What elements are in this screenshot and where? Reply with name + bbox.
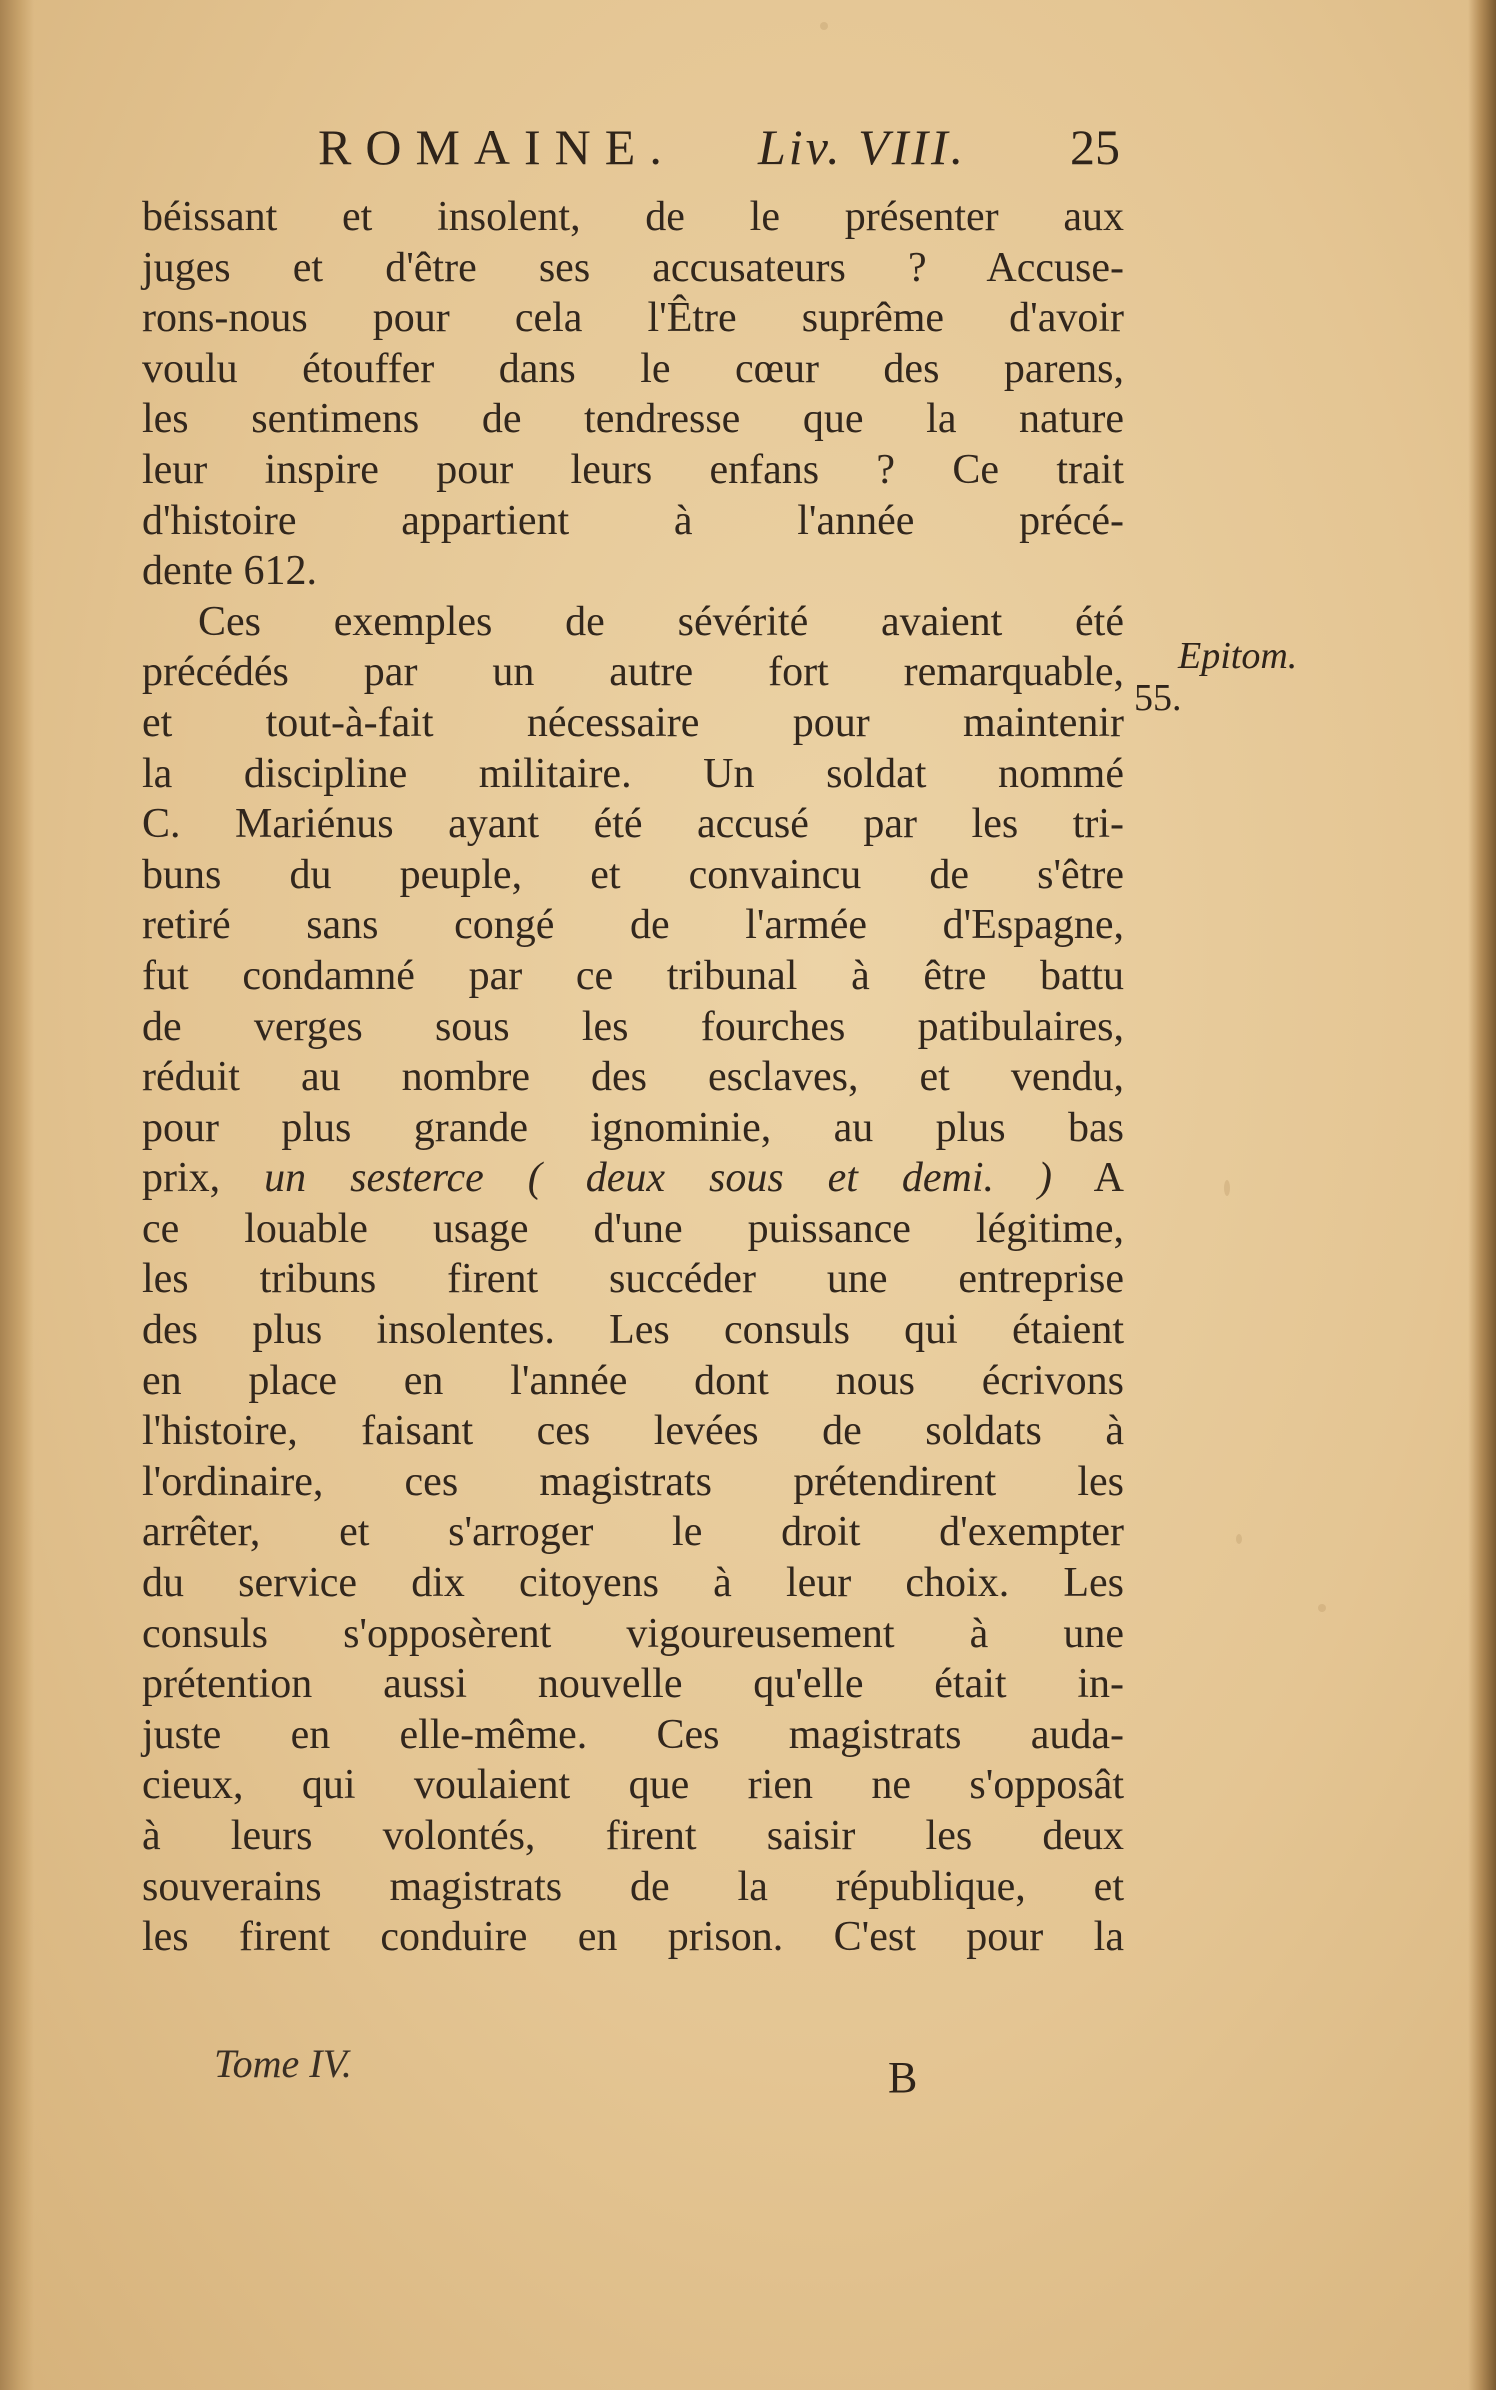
text-line: voulu étouffer dans le cœur des parens, xyxy=(142,345,1124,392)
text-line: pour plus grande ignominie, au plus bas xyxy=(142,1104,1124,1151)
text-line: béissant et insolent, de le présenter aux xyxy=(142,194,1124,240)
italic-phrase: un sesterce ( deux sous et demi. ) xyxy=(264,1155,1053,1202)
text-line: leur inspire pour leurs enfans ? Ce trait xyxy=(142,446,1124,493)
text-line: ce louable usage d'une puissance légitime, xyxy=(142,1205,1124,1252)
page-gutter-left xyxy=(0,0,34,2390)
text-line: précédés par un autre fort remarquable, xyxy=(142,649,1124,696)
text-line: d'histoire appartient à l'année précé- xyxy=(142,497,1124,544)
foxing-spot xyxy=(1236,1534,1242,1544)
margin-reference: Epitom. xyxy=(1178,635,1298,677)
margin-number: 55. xyxy=(1134,677,1182,719)
foxing-spot xyxy=(1224,1180,1230,1196)
text-line: de verges sous les fourches patibulaires, xyxy=(142,1003,1124,1050)
running-head: ROMAINE. xyxy=(318,119,676,175)
text-line: l'ordinaire, ces magistrats prétendirent les xyxy=(142,1458,1124,1505)
text-line: réduit au nombre des esclaves, et vendu, xyxy=(142,1054,1124,1101)
text-line: C. Mariénus ayant été accusé par les tri- xyxy=(142,801,1124,848)
text-line: des plus insolentes. Les consuls qui étaient xyxy=(142,1307,1124,1354)
text-line: les firent conduire en prison. C'est pour la xyxy=(142,1914,1124,1961)
signature-mark: B xyxy=(888,2053,918,2102)
text-line: retiré sans congé de l'armée d'Espagne, xyxy=(142,902,1124,949)
paragraph-start-line: Ces exemples de sévérité avaient été xyxy=(198,598,1124,645)
volume-label: Tome IV. xyxy=(214,2041,352,2086)
text-line: les sentimens de tendresse que la nature xyxy=(142,396,1124,443)
text-line: en place en l'année dont nous écrivons xyxy=(142,1357,1124,1404)
text-line: du service dix citoyens à leur choix. Les xyxy=(142,1560,1124,1607)
text-line: consuls s'opposèrent vigoureusement à une xyxy=(142,1610,1124,1657)
text-line: buns du peuple, et convaincu de s'être xyxy=(142,851,1124,898)
text-line: arrêter, et s'arroger le droit d'exempter xyxy=(142,1509,1124,1556)
foxing-spot xyxy=(1318,1604,1326,1612)
book-reference: Liv. VIII. xyxy=(758,119,967,175)
text-line: prix, un sesterce ( deux sous et demi. ) A xyxy=(142,1155,1124,1202)
body-text xyxy=(142,192,1124,1963)
text-line: et tout-à-fait nécessaire pour maintenir xyxy=(142,699,1124,746)
page-edge-right xyxy=(1468,0,1496,2390)
text-line: souverains magistrats de la république, et xyxy=(142,1863,1124,1910)
text-line: dente 612. xyxy=(142,548,317,595)
text-line: juste en elle-même. Ces magistrats auda- xyxy=(142,1711,1124,1758)
page-number: 25 xyxy=(1070,119,1120,175)
foxing-spot xyxy=(820,22,828,30)
text-line: fut condamné par ce tribunal à être battu xyxy=(142,952,1124,999)
text-line: la discipline militaire. Un soldat nommé xyxy=(142,750,1124,797)
text-line: rons-nous pour cela l'Être suprême d'avoir xyxy=(142,295,1124,342)
text-line: les tribuns firent succéder une entreprise xyxy=(142,1256,1124,1303)
text-line: l'histoire, faisant ces levées de soldats à xyxy=(142,1408,1124,1455)
text-line: à leurs volontés, firent saisir les deux xyxy=(142,1813,1124,1859)
page-header xyxy=(318,118,1138,188)
text-line: prétention aussi nouvelle qu'elle était in- xyxy=(142,1661,1124,1708)
text-line: cieux, qui voulaient que rien ne s'opposât xyxy=(142,1762,1124,1809)
text-line: juges et d'être ses accusateurs ? Accuse- xyxy=(142,244,1124,291)
